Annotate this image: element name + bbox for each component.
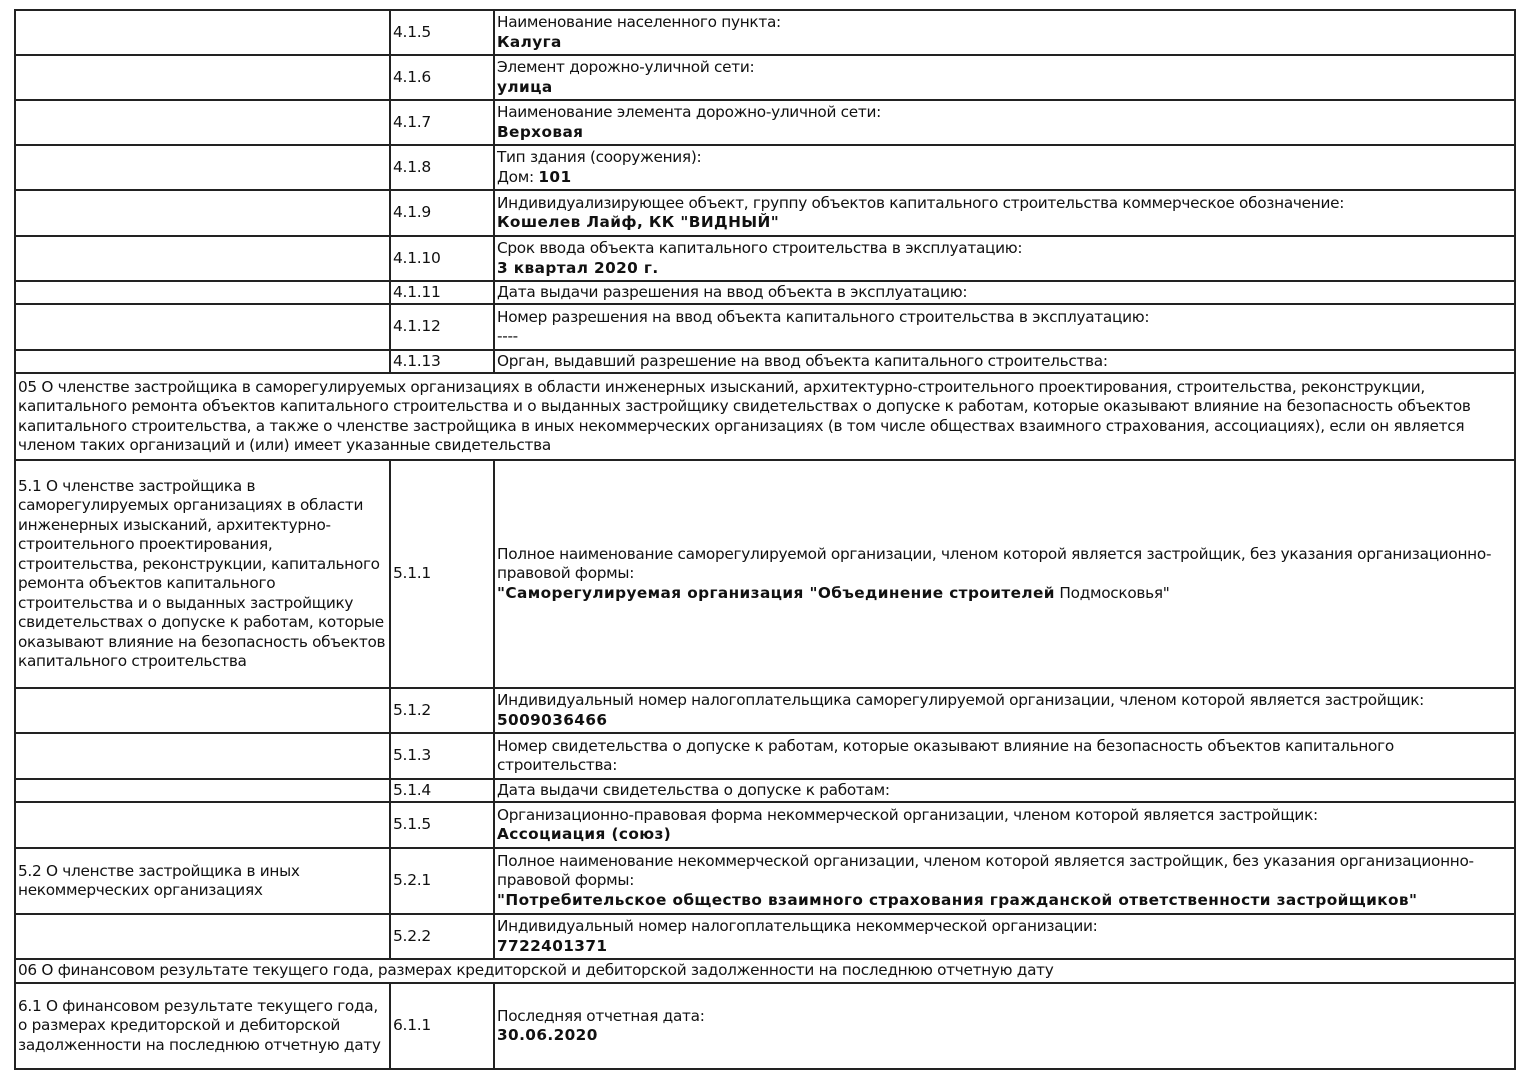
item-label: Индивидуальный номер налогоплательщика некоммерческой организации: — [497, 917, 1098, 935]
item-content — [494, 304, 1515, 350]
section-cell-empty — [15, 281, 390, 304]
item-label: Орган, выдавший разрешение на ввод объекта капитального строительства: — [497, 351, 1108, 370]
item-label: Наименование элемента дорожно-уличной сети: — [497, 103, 881, 121]
section-cell-empty — [15, 55, 390, 100]
table-row — [15, 848, 1515, 914]
item-value: 101 — [538, 167, 572, 186]
table-row — [15, 145, 1515, 190]
table-row — [15, 100, 1515, 145]
section-cell-empty — [15, 914, 390, 959]
item-content — [494, 802, 1515, 848]
item-number: 5.1.4 — [390, 779, 494, 802]
item-content — [494, 848, 1515, 914]
item-label: Тип здания (сооружения): — [497, 148, 702, 166]
table-row — [15, 733, 1515, 779]
table-row — [15, 236, 1515, 281]
item-label: Последняя отчетная дата: — [497, 1006, 705, 1025]
item-number: 5.2.1 — [390, 848, 494, 914]
item-content — [494, 914, 1515, 959]
table-row — [15, 779, 1515, 802]
item-number: 4.1.7 — [390, 100, 494, 145]
item-label: Индивидуальный номер налогоплательщика саморегулируемой организации, членом которой является застройщик: — [497, 691, 1425, 709]
item-number: 6.1.1 — [390, 983, 494, 1069]
item-number: 5.1.1 — [390, 460, 494, 688]
item-label: Номер разрешения на ввод объекта капитального строительства в эксплуатацию: — [497, 307, 1150, 326]
item-label: Дата выдачи свидетельства о допуске к работам: — [497, 780, 890, 799]
item-label: Организационно-правовая форма некоммерческой организации, членом которой является застройщик: — [497, 805, 1318, 824]
subsection-5-1-title: 5.1 О членстве застройщика в саморегулируемых организациях в области инженерных изысканий, архитектурно-строительного проектирования, строительства, реконструкции, капитального ремонта объектов капитального строительства и о выданных застройщику свидетельствах о допуске к работам, которые оказывают влияние на безопасность объектов капитального строительства — [15, 460, 390, 688]
section-cell-empty — [15, 350, 390, 373]
item-value-rest: Подмосковья" — [1054, 583, 1170, 602]
item-number: 4.1.11 — [390, 281, 494, 304]
item-content — [494, 350, 1515, 373]
table-row — [15, 281, 1515, 304]
item-label: Полное наименование саморегулируемой организации, членом которой является застройщик, без указания организационно-правовой формы: — [497, 544, 1492, 583]
item-content — [494, 688, 1515, 733]
table-row — [15, 10, 1515, 55]
item-number: 5.1.2 — [390, 688, 494, 733]
item-content — [494, 733, 1515, 779]
section-cell-empty — [15, 779, 390, 802]
item-content — [494, 10, 1515, 55]
item-number: 4.1.10 — [390, 236, 494, 281]
item-value: "Саморегулируемая организация "Объединение строителей — [497, 583, 1055, 602]
table-row — [15, 802, 1515, 848]
section-cell-empty — [15, 190, 390, 236]
item-label: Срок ввода объекта капитального строительства в эксплуатацию: — [497, 239, 1023, 257]
section-header-row — [15, 959, 1515, 983]
item-number: 4.1.8 — [390, 145, 494, 190]
item-value: 30.06.2020 — [497, 1026, 598, 1044]
section-cell-empty — [15, 688, 390, 733]
item-content — [494, 236, 1515, 281]
section-cell-empty — [15, 236, 390, 281]
subsection-6-1-title: 6.1 О финансовом результате текущего года, о размерах кредиторской и дебиторской задолженности на последнюю отчетную дату — [15, 983, 390, 1069]
item-number: 4.1.13 — [390, 350, 494, 373]
item-content — [494, 100, 1515, 145]
item-number: 4.1.12 — [390, 304, 494, 350]
item-content — [494, 983, 1515, 1069]
item-content — [494, 281, 1515, 304]
item-label: Полное наименование некоммерческой организации, членом которой является застройщик, без указания организационно-правовой формы: — [497, 851, 1474, 890]
table-row — [15, 983, 1515, 1069]
item-content — [494, 779, 1515, 802]
section-06-title: 06 О финансовом результате текущего года, размерах кредиторской и дебиторской задолженности на последнюю отчетную дату — [15, 959, 1515, 983]
section-cell-empty — [15, 733, 390, 779]
item-value: "Потребительское общество взаимного страхования гражданской ответственности застройщиков" — [497, 890, 1418, 909]
item-number: 5.1.5 — [390, 802, 494, 848]
section-cell-empty — [15, 100, 390, 145]
item-value: 5009036466 — [497, 710, 608, 729]
section-cell-empty — [15, 145, 390, 190]
table-row — [15, 688, 1515, 733]
table-row — [15, 350, 1515, 373]
item-number: 4.1.9 — [390, 190, 494, 236]
item-value: 7722401371 — [497, 936, 608, 955]
table-row — [15, 55, 1515, 100]
item-value: ---- — [497, 327, 518, 345]
disclosure-table — [14, 9, 1516, 1070]
table-row — [15, 190, 1515, 236]
item-content — [494, 460, 1515, 688]
item-label: Номер свидетельства о допуске к работам, которые оказывают влияние на безопасность объектов капитального строительства: — [497, 736, 1394, 774]
section-cell-empty — [15, 304, 390, 350]
item-value: Кошелев Лайф, КК "ВИДНЫЙ" — [497, 213, 780, 231]
item-number: 5.2.2 — [390, 914, 494, 959]
item-number: 5.1.3 — [390, 733, 494, 779]
section-cell-empty — [15, 10, 390, 55]
item-number: 4.1.5 — [390, 10, 494, 55]
item-value: улица — [497, 77, 553, 96]
section-05-title: 05 О членстве застройщика в саморегулируемых организациях в области инженерных изысканий, архитектурно-строительного проектирования, строительства, реконструкции, капитального ремонта объектов капитального строительства и о выданных застройщику свидетельствах о допуске к работам, которые оказывают влияние на безопасность объектов капитального строительства, а также о членстве застройщика в иных некоммерческих организациях (в том числе обществах взаимного страхования, ассоциациях), если он является членом таких организаций и (или) имеет указанные свидетельства — [15, 373, 1515, 460]
item-value: Ассоциация (союз) — [497, 825, 672, 843]
item-number: 4.1.6 — [390, 55, 494, 100]
item-label: Дата выдачи разрешения на ввод объекта в эксплуатацию: — [497, 282, 968, 301]
table-row — [15, 304, 1515, 350]
item-content — [494, 145, 1515, 190]
item-value: Верховая — [497, 122, 584, 141]
item-value: 3 квартал 2020 г. — [497, 258, 659, 277]
item-content — [494, 55, 1515, 100]
subsection-5-2-title: 5.2 О членстве застройщика в иных некоммерческих организациях — [15, 848, 390, 914]
item-value: Калуга — [497, 32, 562, 51]
section-cell-empty — [15, 802, 390, 848]
item-label: Элемент дорожно-уличной сети: — [497, 58, 755, 76]
section-header-row — [15, 373, 1515, 460]
item-label: Индивидуализирующее объект, группу объектов капитального строительства коммерческое обозначение: — [497, 193, 1345, 212]
table-row — [15, 914, 1515, 959]
item-label: Наименование населенного пункта: — [497, 13, 781, 31]
table-row — [15, 460, 1515, 688]
item-content — [494, 190, 1515, 236]
item-value-prefix: Дом: — [497, 167, 539, 186]
